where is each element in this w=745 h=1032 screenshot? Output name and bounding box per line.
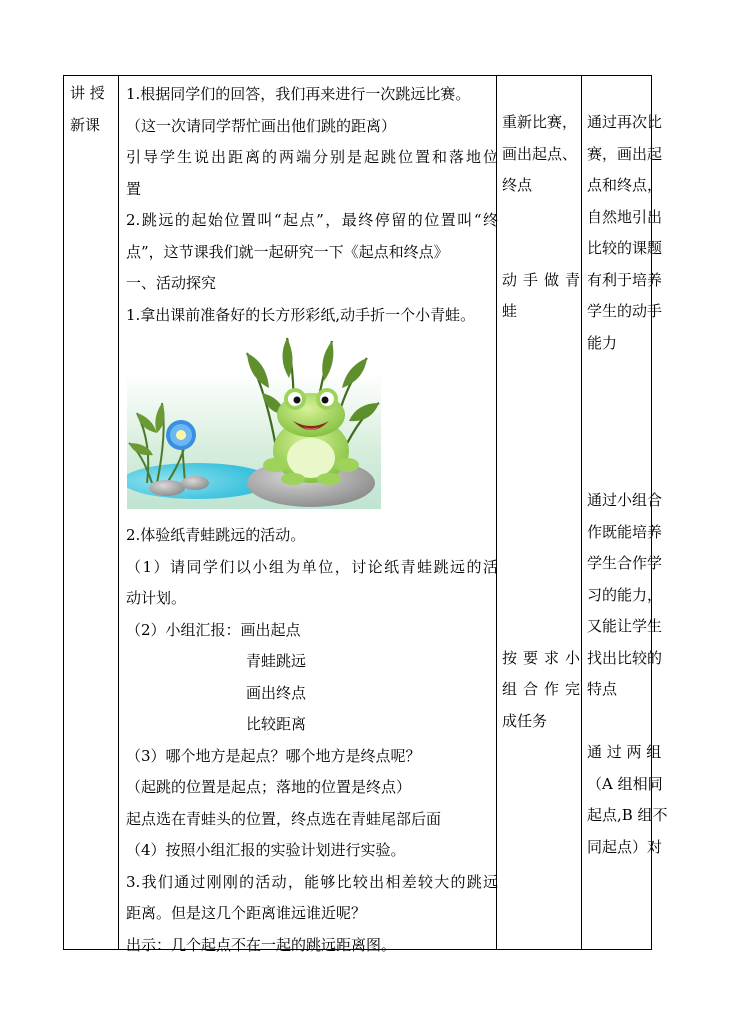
content-line: 动计划。 [126, 589, 187, 607]
content-line: 2.跳远的起始位置叫“起点”，最终停留的位置叫“终 [126, 211, 498, 229]
content-line: 青蛙跳远 [246, 652, 307, 670]
spacer [502, 202, 580, 265]
content-line: 1.拿出课前准备好的长方形彩纸,动手折一个小青蛙。 [126, 305, 476, 324]
spacer [587, 359, 649, 485]
content-line: （这一次请同学帮忙画出他们跳的距离） [126, 116, 397, 135]
section-label-line: 讲 授 [70, 84, 105, 102]
intent-line: 点和终点， [587, 176, 663, 194]
lesson-table [63, 75, 668, 954]
student-activity-cell [502, 107, 580, 737]
content-line: 比较距离 [246, 715, 307, 733]
activity-line: 重新比赛， [502, 113, 578, 131]
intent-line: 特点 [587, 680, 618, 698]
intent-line: 有利于培养 [587, 270, 663, 289]
section-label-cell [70, 78, 120, 141]
intent-line: 起点,B 组不 [587, 806, 668, 824]
section-label-line: 新课 [70, 115, 101, 134]
content-line: 2.体验纸青蛙跳远的活动。 [126, 526, 306, 544]
activity-line: 成任务 [502, 711, 548, 730]
intent-line: 能力 [587, 333, 618, 352]
intent-line: 作既能培养 [587, 522, 663, 541]
column-divider [118, 76, 119, 949]
column-divider [581, 76, 582, 949]
intent-line: 通过再次比 [587, 113, 663, 131]
activity-line: 画出起点、 [502, 144, 578, 163]
content-line: 距离。但是这几个距离谁远谁近呢？ [126, 904, 367, 922]
frog-illustration [127, 333, 381, 509]
activity-line: 按要求小 [502, 648, 580, 667]
activity-line: 终点 [502, 176, 533, 194]
small-stone [181, 476, 209, 490]
intent-line: 找出比较的 [587, 648, 663, 667]
activity-line: 蛙 [502, 302, 518, 320]
intent-line: 自然地引出 [587, 207, 663, 226]
intent-line: 同起点）对 [587, 837, 663, 856]
activity-line: 组合作完 [502, 680, 580, 698]
intent-line: 学生合作学 [587, 554, 663, 572]
content-line: （2）小组汇报：画出起点 [126, 620, 301, 639]
content-line: （起跳的位置是起点；落地的位置是终点） [126, 778, 412, 796]
content-line: （4）按照小组汇报的实验计划进行实验。 [126, 841, 406, 859]
intent-line: （A 组相同 [587, 774, 663, 793]
intent-line: 又能让学生 [587, 617, 663, 635]
content-line: 出示：几个起点不在一起的跳远距离图。 [126, 935, 397, 954]
design-intent-cell [587, 107, 668, 863]
intent-line: 比较的课题 [587, 239, 663, 257]
content-line: 3.我们通过刚刚的活动，能够比较出相差较大的跳远 [126, 872, 498, 891]
content-line: （1）请同学们以小组为单位，讨论纸青蛙跳远的活 [126, 557, 498, 576]
intent-line: 通过小组合 [587, 491, 663, 509]
activity-line: 动手做青 [502, 270, 580, 289]
content-line: 置 [126, 179, 142, 198]
teaching-content-cell [126, 79, 498, 961]
intent-line: 学生的动手 [587, 302, 663, 320]
content-line: 画出终点 [246, 683, 307, 702]
intent-line: 赛，画出起 [587, 144, 663, 163]
content-line: （3）哪个地方是起点？哪个地方是终点呢？ [126, 746, 421, 765]
spacer [587, 706, 649, 738]
spacer [502, 328, 580, 643]
intent-line: 习的能力， [587, 585, 663, 604]
content-line: 一、活动探究 [126, 274, 217, 292]
content-line: 引导学生说出距离的两端分别是起跳位置和落地位 [126, 148, 498, 166]
content-line: 起点选在青蛙头的位置，终点选在青蛙尾部后面 [126, 809, 442, 828]
content-line: 点”，这节课我们就一起研究一下《起点和终点》 [126, 242, 449, 261]
intent-line: 通 过 两 组 [587, 743, 662, 761]
content-line: 1.根据同学们的回答，我们再来进行一次跳远比赛。 [126, 85, 471, 103]
small-stone [149, 480, 185, 496]
